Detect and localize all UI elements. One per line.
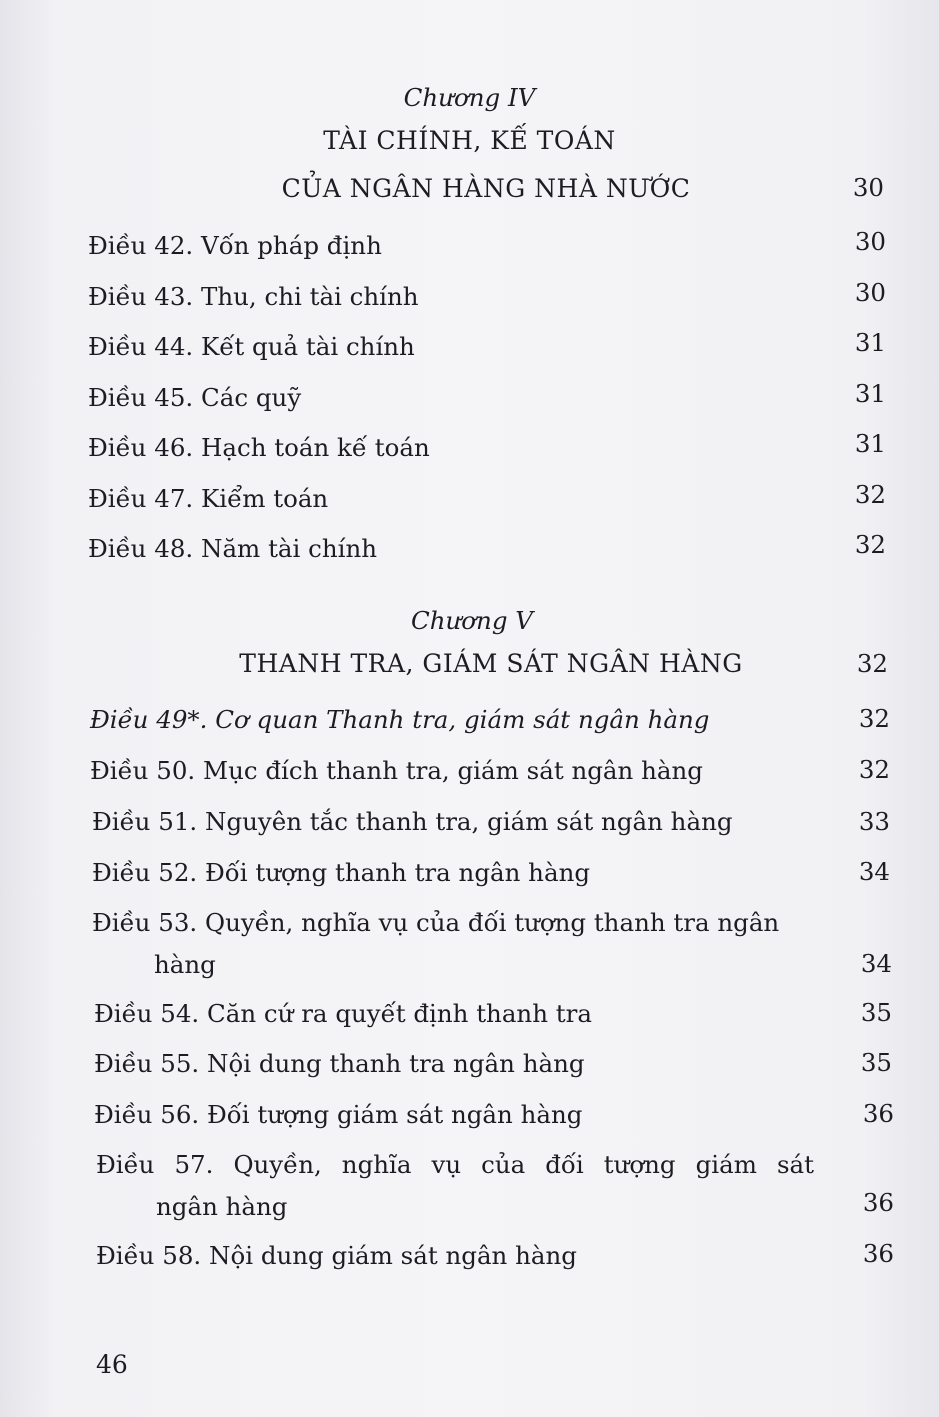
toc-entry-47: Điều 47. Kiểm toán bbox=[88, 484, 329, 513]
chapter-5-title: THANH TRA, GIÁM SÁT NGÂN HÀNG bbox=[239, 649, 743, 678]
chapter-4-label: Chương IV bbox=[403, 83, 536, 112]
toc-entry-57-line2: ngân hàng bbox=[156, 1192, 288, 1221]
toc-entry-57-word: của bbox=[481, 1150, 526, 1179]
toc-entry-44: Điều 44. Kết quả tài chính bbox=[88, 332, 415, 361]
toc-entry-57-word: đối bbox=[545, 1150, 584, 1179]
toc-entry-57-word: Quyền, bbox=[233, 1150, 322, 1179]
toc-page-56: 36 bbox=[862, 1099, 894, 1128]
toc-entry-55: Điều 55. Nội dung thanh tra ngân hàng bbox=[94, 1049, 585, 1078]
toc-entry-42: Điều 42. Vốn pháp định bbox=[88, 231, 382, 260]
toc-page-45: 31 bbox=[854, 379, 886, 408]
toc-entry-58: Điều 58. Nội dung giám sát ngân hàng bbox=[96, 1241, 577, 1270]
toc-page-57: 36 bbox=[862, 1188, 894, 1217]
toc-entry-57-line1 bbox=[96, 1150, 814, 1179]
chapter-4-title-line2: CỦA NGÂN HÀNG NHÀ NƯỚC bbox=[281, 174, 691, 203]
page-number: 46 bbox=[96, 1350, 128, 1379]
toc-page-44: 31 bbox=[854, 328, 886, 357]
toc-entry-49: Điều 49*. Cơ quan Thanh tra, giám sát ngân hàng bbox=[90, 705, 710, 734]
chapter-5-label: Chương V bbox=[411, 606, 533, 635]
toc-entry-46: Điều 46. Hạch toán kế toán bbox=[88, 433, 430, 462]
toc-entry-56: Điều 56. Đối tượng giám sát ngân hàng bbox=[94, 1100, 583, 1129]
toc-entry-57-word: Điều bbox=[96, 1150, 155, 1179]
toc-page-58: 36 bbox=[862, 1239, 894, 1268]
toc-entry-57-word: vụ bbox=[431, 1150, 462, 1179]
toc-entry-53-line1: Điều 53. Quyền, nghĩa vụ của đối tượng thanh tra ngân bbox=[92, 908, 780, 937]
toc-page-53: 34 bbox=[860, 949, 892, 978]
toc-page-55: 35 bbox=[860, 1048, 892, 1077]
toc-entry-52: Điều 52. Đối tượng thanh tra ngân hàng bbox=[92, 858, 591, 887]
toc-page-42: 30 bbox=[854, 227, 886, 256]
toc-page-52: 34 bbox=[858, 857, 890, 886]
chapter-4-title-line1: TÀI CHÍNH, KẾ TOÁN bbox=[323, 126, 616, 155]
toc-page-46: 31 bbox=[854, 429, 886, 458]
toc-entry-57-word: sát bbox=[776, 1150, 814, 1179]
toc-entry-57-word: tượng bbox=[603, 1150, 676, 1179]
toc-entry-53-line2: hàng bbox=[154, 950, 216, 979]
toc-page-54: 35 bbox=[860, 998, 892, 1027]
chapter-5-page: 32 bbox=[856, 649, 888, 678]
toc-page-51: 33 bbox=[858, 807, 890, 836]
toc-page-49: 32 bbox=[858, 704, 890, 733]
toc-entry-54: Điều 54. Căn cứ ra quyết định thanh tra bbox=[94, 999, 592, 1028]
toc-page-43: 30 bbox=[854, 278, 886, 307]
toc-entry-51: Điều 51. Nguyên tắc thanh tra, giám sát ngân hàng bbox=[92, 807, 733, 836]
toc-entry-48: Điều 48. Năm tài chính bbox=[88, 534, 378, 563]
toc-page-47: 32 bbox=[854, 480, 886, 509]
chapter-4-page: 30 bbox=[852, 173, 884, 202]
toc-entry-45: Điều 45. Các quỹ bbox=[88, 383, 302, 412]
toc-page-50: 32 bbox=[858, 755, 890, 784]
toc-page-48: 32 bbox=[854, 530, 886, 559]
toc-entry-43: Điều 43. Thu, chi tài chính bbox=[88, 282, 419, 311]
toc-entry-57-word: nghĩa bbox=[341, 1150, 412, 1179]
toc-entry-57-word: giám bbox=[695, 1150, 757, 1179]
toc-entry-50: Điều 50. Mục đích thanh tra, giám sát ngân hàng bbox=[90, 756, 703, 785]
toc-entry-57-word: 57. bbox=[174, 1150, 214, 1179]
